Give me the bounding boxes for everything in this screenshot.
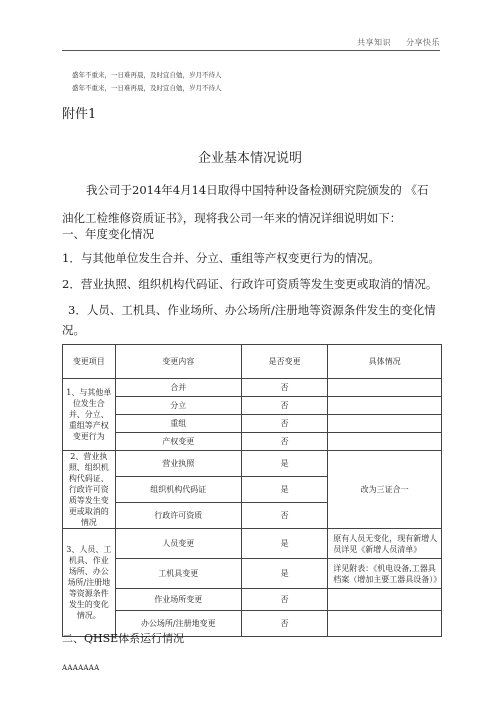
cell-content: 作业场所变更 <box>115 589 241 611</box>
cell-changed: 否 <box>241 433 327 451</box>
cell-content: 重组 <box>115 415 241 433</box>
cell-content: 行政许可资质 <box>115 503 241 529</box>
cell-detail: 详见附表：《机电设备,工器具档案（增加主要工器具设备）》 <box>328 559 442 589</box>
header-change-content: 变更内容 <box>115 345 241 379</box>
intro-line-1: 我公司于2014年4月14日取得中国特种设备检测研究院颁发的 《石 <box>86 183 429 197</box>
cell-changed: 否 <box>241 397 327 415</box>
footer-placeholder-text: AAAAAAA <box>62 664 100 672</box>
item-3-line-1: 3．人员、工机具、作业场所、办公场所/注册地等资源条件发生的变化情 <box>68 303 436 317</box>
table-row <box>63 559 442 589</box>
cell-content: 办公场所/注册地变更 <box>115 611 241 637</box>
cell-changed: 否 <box>241 379 327 397</box>
cell-content: 组织机构代码证 <box>115 477 241 503</box>
change-table <box>62 344 442 637</box>
table-row <box>63 433 442 451</box>
document-title: 企业基本情况说明 <box>197 151 302 166</box>
annex-label: 附件1 <box>62 107 97 122</box>
cell-detail <box>328 589 442 611</box>
cell-content: 工机具变更 <box>115 559 241 589</box>
motto-line-1: 盛年不重来，一日难再晨，及时宜自勉，岁月不待人 <box>72 71 222 79</box>
item-2: 2．营业执照、组织机构代码证、行政许可资质等发生变更或取消的情况。 <box>62 277 438 291</box>
header-change-item: 变更项目 <box>63 345 116 379</box>
table-row <box>63 451 442 477</box>
section-1-heading: 一、年度变化情况 <box>62 227 154 241</box>
cell-content: 营业执照 <box>115 451 241 477</box>
group-2-detail: 改为三证合一 <box>328 451 442 529</box>
item-1: 1．与其他单位发生合并、分立、重组等产权变更行为的情况。 <box>62 251 380 265</box>
table-row <box>63 589 442 611</box>
item-3-line-2: 况。 <box>62 323 85 337</box>
cell-content: 合并 <box>115 379 241 397</box>
cell-changed: 否 <box>241 611 327 637</box>
cell-changed: 否 <box>241 503 327 529</box>
cell-changed: 是 <box>241 477 327 503</box>
table-row <box>63 415 442 433</box>
intro-line-2: 油化工检维修资质证书》，现将我公司一年来的情况详细说明如下： <box>62 211 402 225</box>
header-is-changed: 是否变更 <box>241 345 327 379</box>
table-row <box>63 397 442 415</box>
section-2-heading: 二、QHSE体系运行情况 <box>62 632 185 645</box>
group-2-label: 2、营业执照、组织机构代码证、行政许可资质等发生变更或取消的情况 <box>63 451 116 529</box>
header-divider <box>62 50 440 51</box>
cell-changed: 否 <box>241 415 327 433</box>
cell-detail <box>328 415 442 433</box>
page-header <box>345 37 440 48</box>
cell-content: 产权变更 <box>115 433 241 451</box>
cell-changed: 是 <box>241 529 327 559</box>
cell-changed: 否 <box>241 589 327 611</box>
table-header-row <box>63 345 442 379</box>
motto-line-2: 盛年不重来，一日难再晨，及时宜自勉，岁月不待人 <box>72 84 222 92</box>
header-link-share-knowledge: 共享知识 <box>356 38 391 47</box>
cell-detail <box>328 433 442 451</box>
cell-content: 人员变更 <box>115 529 241 559</box>
cell-detail <box>328 611 442 637</box>
cell-detail <box>328 379 442 397</box>
cell-content: 分立 <box>115 397 241 415</box>
cell-changed: 是 <box>241 451 327 477</box>
table-row <box>63 379 442 397</box>
table-row <box>63 529 442 559</box>
header-details: 具体情况 <box>328 345 442 379</box>
group-3-label: 3、人员、工机具、作业场所、办公场所/注册地等资源条件发生的变化情况。 <box>63 529 116 637</box>
cell-detail <box>328 397 442 415</box>
header-link-share-happiness: 分享快乐 <box>406 38 440 47</box>
group-1-label: 1、与其他单位发生合并、分立、重组等产权变更行为 <box>63 379 116 451</box>
cell-changed: 是 <box>241 559 327 589</box>
cell-detail: 原有人员无变化，现有新增人员详见《新增人员清单》 <box>328 529 442 559</box>
